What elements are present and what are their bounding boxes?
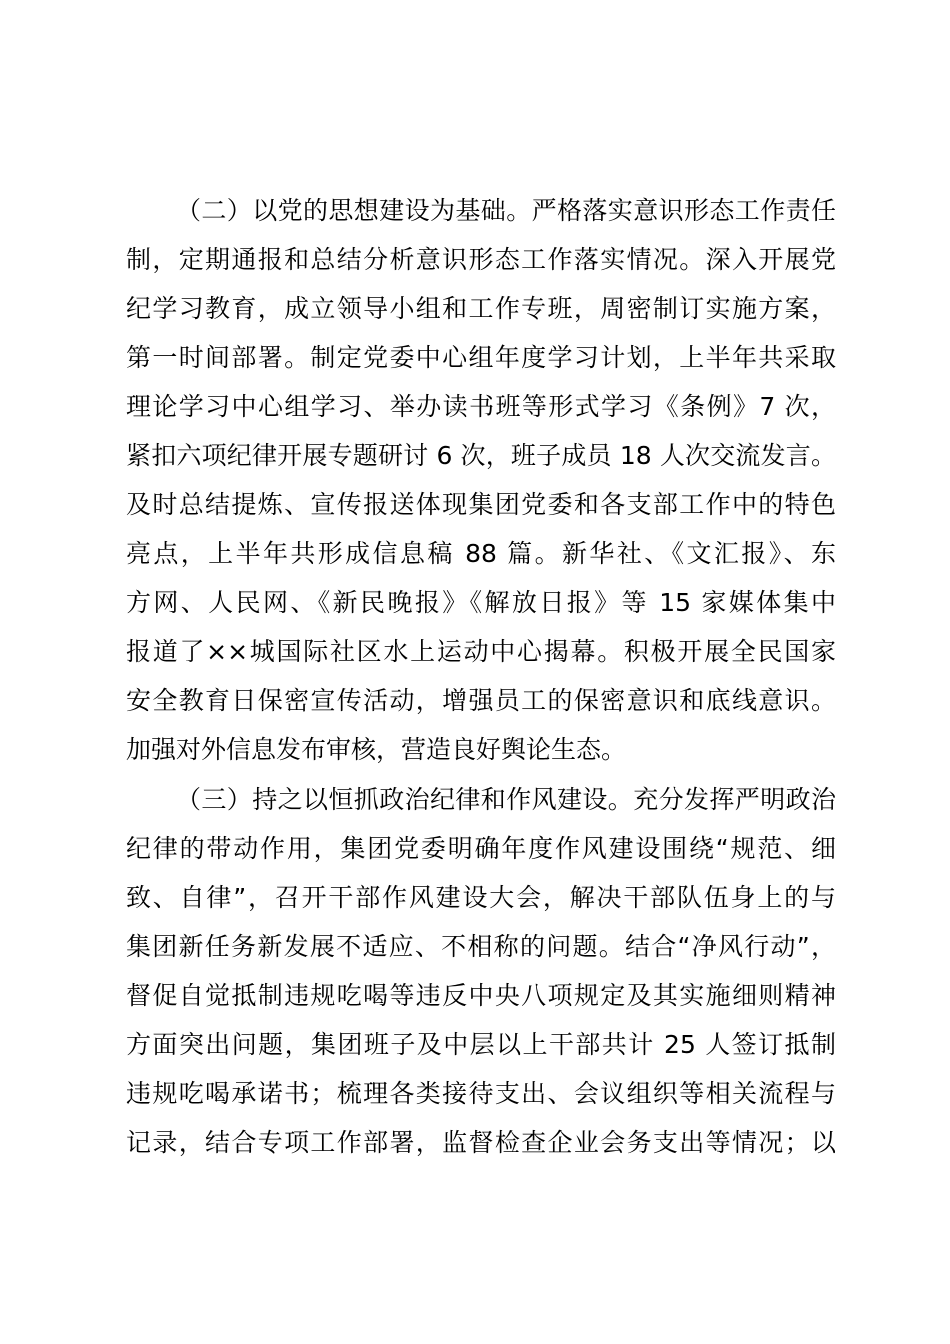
paragraph-line: （二）以党的思想建设为基础。严格落实意识形态工作责任 [176,196,836,225]
paragraph-line: 纪学习教育，成立领导小组和工作专班，周密制订实施方案， [126,294,836,323]
paragraph-line: 督促自觉抵制违规吃喝等违反中央八项规定及其实施细则精神 [126,981,836,1010]
paragraph-line: （三）持之以恒抓政治纪律和作风建设。充分发挥严明政治 [176,785,836,814]
document-body [126,186,836,1167]
paragraph-line: 及时总结提炼、宣传报送体现集团党委和各支部工作中的特色 [126,490,836,519]
paragraph-ideological-building [126,186,836,774]
paragraph-line: 安全教育日保密宣传活动，增强员工的保密意识和底线意识。 [126,686,836,715]
paragraph-line: 第一时间部署。制定党委中心组年度学习计划，上半年共采取 [126,343,836,372]
paragraph-line: 方面突出问题，集团班子及中层以上干部共计 25 人签订抵制 [126,1030,836,1059]
paragraph-line: 加强对外信息发布审核，营造良好舆论生态。 [126,735,627,764]
paragraph-line: 紧扣六项纪律开展专题研讨 6 次，班子成员 18 人次交流发言。 [126,441,836,470]
paragraph-line: 制，定期通报和总结分析意识形态工作落实情况。深入开展党 [126,245,836,274]
paragraph-line: 纪律的带动作用，集团党委明确年度作风建设围绕“规范、细 [126,834,836,863]
paragraph-line: 理论学习中心组学习、举办读书班等形式学习《条例》7 次， [126,392,836,421]
paragraph-line: 亮点，上半年共形成信息稿 88 篇。新华社、《文汇报》、东 [126,539,836,568]
paragraph-line: 违规吃喝承诺书；梳理各类接待支出、会议组织等相关流程与 [126,1079,836,1108]
paragraph-discipline-building [126,775,836,1167]
paragraph-line: 记录，结合专项工作部署，监督检查企业会务支出等情况；以 [126,1128,836,1157]
paragraph-line: 致、自律”，召开干部作风建设大会，解决干部队伍身上的与 [126,883,836,912]
paragraph-line: 方网、人民网、《新民晚报》《解放日报》等 15 家媒体集中 [126,588,836,617]
paragraph-line: 集团新任务新发展不适应、不相称的问题。结合“净风行动”， [126,932,836,961]
paragraph-line: 报道了××城国际社区水上运动中心揭幕。积极开展全民国家 [126,637,836,666]
